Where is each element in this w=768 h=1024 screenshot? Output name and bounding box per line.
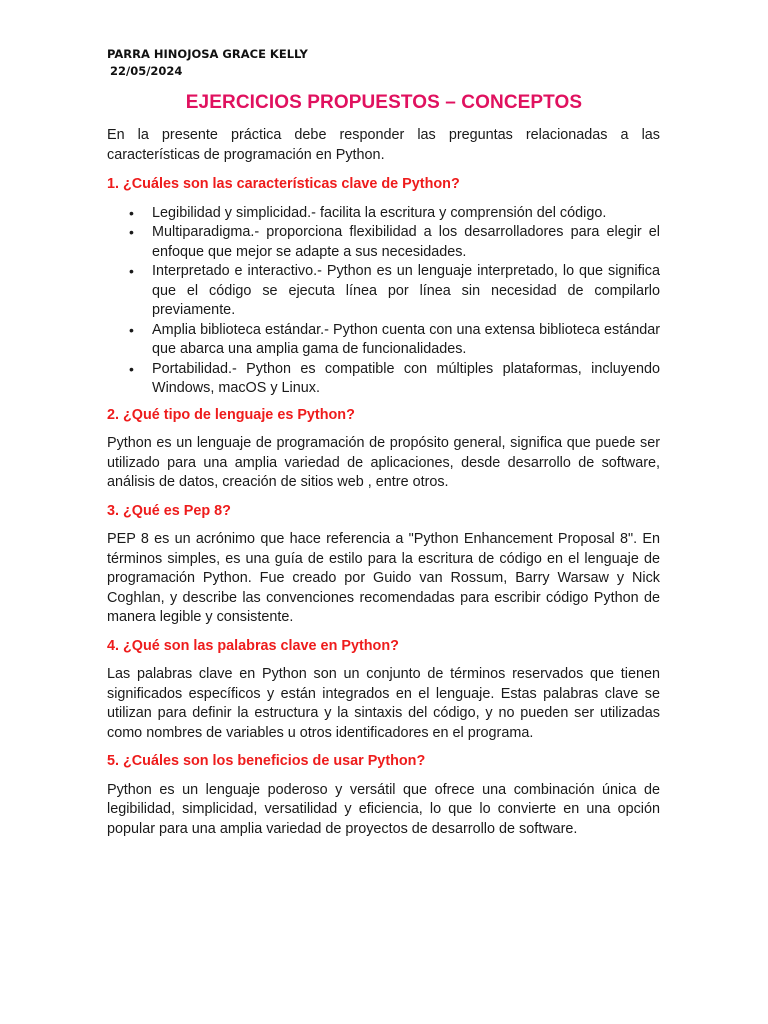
list-item [129, 204, 660, 224]
list-item [129, 262, 660, 321]
answer-5: Python es un lenguaje poderoso y versátil que ofrece una combinación única de legibilidad, simplicidad, versatilidad y eficiencia, lo que lo convierte en una opción popular para una amplia variedad de proyectos de desarrollo de software. [107, 781, 660, 837]
document-header [107, 46, 308, 80]
question-5: 5. ¿Cuáles son los beneficios de usar Python? [107, 753, 426, 769]
bullet-icon: • [129, 360, 134, 377]
list-item [129, 223, 660, 262]
answer-3: PEP 8 es un acrónimo que hace referencia a "Python Enhancement Proposal 8". En términos simples, es una guía de estilo para la escritura de código en el lenguaje de programación Python. Fue creado por Guido van Rossum, Barry Warsaw y Nick Coghlan, y describe las convenciones recomendadas para escribir código Python de manera legible y consistente. [107, 531, 660, 625]
document-title: EJERCICIOS PROPUESTOS – CONCEPTOS [185, 92, 583, 113]
author-name: PARRA HINOJOSA GRACE KELLY [107, 47, 308, 61]
intro-paragraph: En la presente práctica debe responder las preguntas relacionadas a las características de programación en Python. [107, 127, 660, 163]
bullet-icon: • [129, 263, 134, 279]
list-item-text: Amplia biblioteca estándar.- Python cuenta con una extensa biblioteca estándar que abarca una amplia gama de funcionalidades. [152, 321, 660, 357]
document-date: 22/05/2024 [110, 64, 183, 78]
question-4: 4. ¿Qué son las palabras clave en Python? [107, 637, 399, 654]
answer-4: Las palabras clave en Python son un conjunto de términos reservados que tienen significados específicos y están integrados en el lenguaje. Estas palabras clave se utilizan para definir la estructura y la sintaxis del código, y no pueden ser utilizadas como nombres de variables u otros identificadores en el programa. [107, 666, 660, 741]
question-1: 1. ¿Cuáles son las características clave de Python? [107, 176, 460, 192]
document-body [107, 126, 660, 839]
list-item-text: Interpretado e interactivo.- Python es un lenguaje interpretado, lo que significa que el código se ejecuta línea por línea sin necesidad de compilarlo previamente. [152, 263, 660, 318]
list-item-text: Legibilidad y simplicidad.- facilita la escritura y comprensión del código. [152, 204, 607, 221]
list-item [129, 321, 660, 360]
list-item-text: Multiparadigma.- proporciona flexibilidad a los desarrolladores para elegir el enfoque que mejor se adapte a sus necesidades. [152, 224, 660, 260]
bullet-icon: • [129, 321, 134, 338]
features-list [107, 204, 660, 399]
bullet-icon: • [129, 224, 134, 240]
bullet-icon: • [129, 204, 134, 221]
answer-2: Python es un lenguaje de programación de propósito general, significa que puede ser utilizado para una amplia variedad de aplicaciones, desde desarrollo de software, análisis de datos, creación de sitios web , entre otros. [107, 435, 660, 490]
question-3: 3. ¿Qué es Pep 8? [107, 502, 231, 519]
list-item [129, 360, 660, 399]
question-2: 2. ¿Qué tipo de lenguaje es Python? [107, 406, 355, 423]
list-item-text: Portabilidad.- Python es compatible con múltiples plataformas, incluyendo Windows, macOS y Linux. [152, 360, 660, 396]
